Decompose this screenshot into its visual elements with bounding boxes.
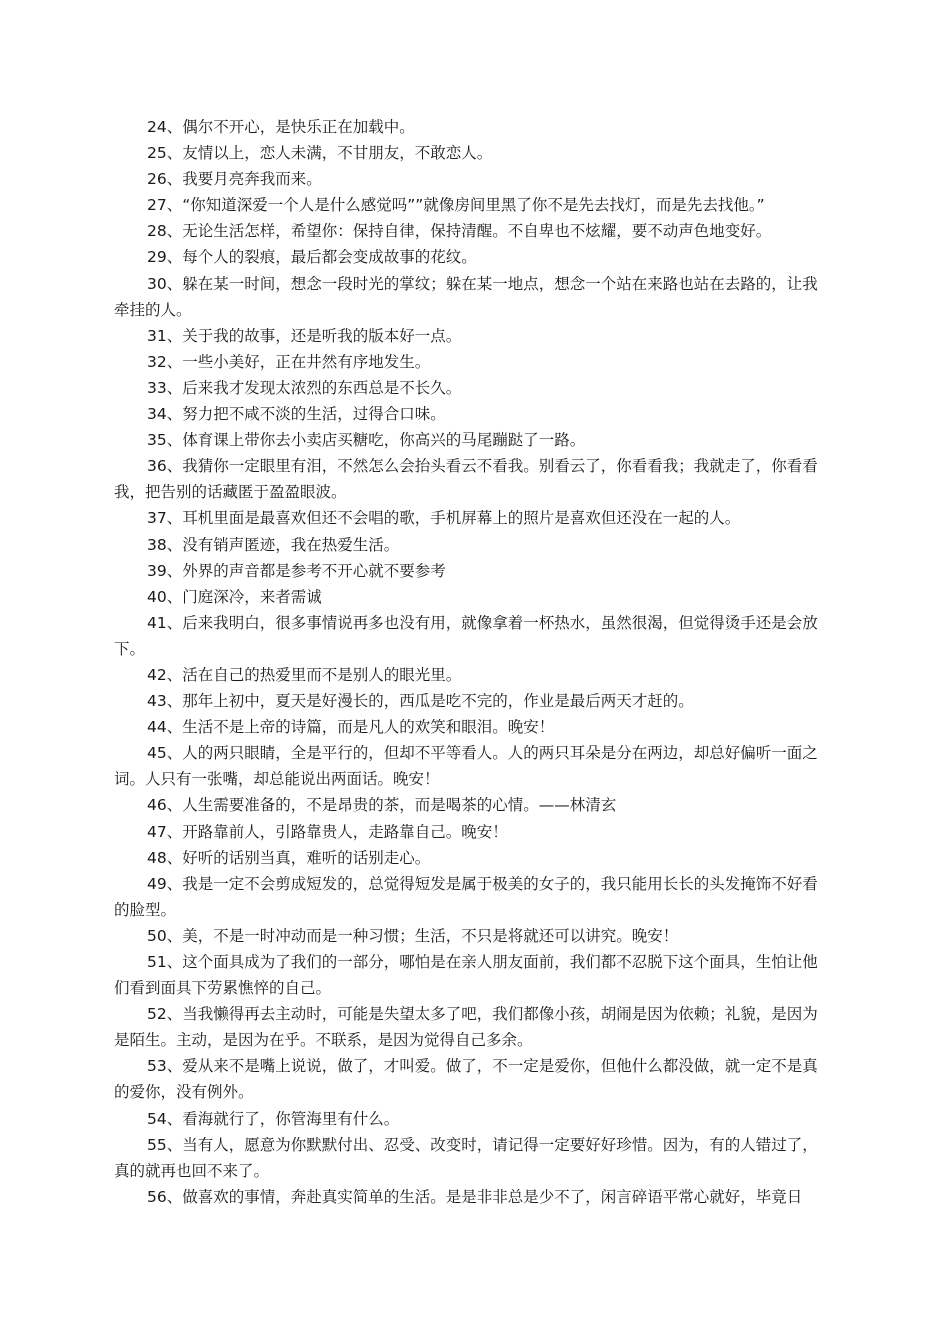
- paragraph-39: 39、外界的声音都是参考不开心就不要参考: [147, 561, 446, 580]
- paragraph-43: 43、那年上初中，夏天是好漫长的，西瓜是吃不完的，作业是最后两天才赶的。: [147, 692, 694, 711]
- paragraph-24: 24、偶尔不开心，是快乐正在加载中。: [147, 118, 415, 136]
- paragraph-49: 49、我是一定不会剪成短发的，总觉得短发是属于极美的女子的，我只能用长长的头发掩饰不好看的脸型。: [114, 874, 818, 919]
- paragraph-34: 34、努力把不咸不淡的生活，过得合口味。: [147, 405, 446, 424]
- paragraph-25: 25、友情以上，恋人未满，不甘朋友，不敢恋人。: [147, 144, 493, 163]
- paragraph-54: 54、看海就行了，你管海里有什么。: [147, 1109, 400, 1128]
- paragraph-45: 45、人的两只眼睛，全是平行的，但却不平等看人。人的两只耳朵是分在两边，却总好偏听一面之词。人只有一张嘴，却总能说出两面话。晚安！: [114, 744, 818, 789]
- paragraph-50: 50、美，不是一时冲动而是一种习惯；生活，不只是将就还可以讲究。晚安！: [147, 926, 679, 945]
- paragraph-41: 41、后来我明白，很多事情说再多也没有用，就像拿着一杯热水，虽然很渴，但觉得烫手还是会放下。: [114, 613, 818, 658]
- paragraph-26: 26、我要月亮奔我而来。: [147, 170, 322, 189]
- paragraph-42: 42、活在自己的热爱里而不是别人的眼光里。: [147, 665, 462, 684]
- paragraph-32: 32、一些小美好，正在井然有序地发生。: [147, 352, 431, 371]
- paragraph-35: 35、体育课上带你去小卖店买糖吃，你高兴的马尾蹦跶了一路。: [147, 431, 586, 450]
- paragraph-46: 46、人生需要准备的，不是昂贵的茶，而是喝茶的心情。——林清玄: [147, 796, 617, 815]
- paragraph-52: 52、当我懒得再去主动时，可能是失望太多了吧，我们都像小孩，胡闹是因为依赖；礼貌，是因为是陌生。主动，是因为在乎。不联系，是因为觉得自己多余。: [114, 1005, 818, 1050]
- paragraph-38: 38、没有销声匿迹，我在热爱生活。: [147, 535, 400, 554]
- paragraph-47: 47、开路靠前人，引路靠贵人，走路靠自己。晚安！: [147, 822, 508, 841]
- paragraph-33: 33、后来我才发现太浓烈的东西总是不长久。: [147, 378, 462, 397]
- paragraph-29: 29、每个人的裂痕，最后都会变成故事的花纹。: [147, 248, 477, 267]
- paragraph-51: 51、这个面具成为了我们的一部分，哪怕是在亲人朋友面前，我们都不忍脱下这个面具，生怕让他们看到面具下劳累憔悴的自己。: [114, 953, 818, 998]
- paragraph-28: 28、无论生活怎样，希望你：保持自律，保持清醒。不自卑也不炫耀，要不动声色地变好。: [147, 222, 772, 241]
- paragraph-31: 31、关于我的故事，还是听我的版本好一点。: [147, 326, 462, 345]
- document-body: [114, 114, 826, 1210]
- paragraph-48: 48、好听的话别当真，难听的话别走心。: [147, 848, 431, 867]
- paragraph-56: 56、做喜欢的事情，奔赴真实简单的生活。是是非非总是少不了，闲言碎语平常心就好，毕竟日: [147, 1187, 803, 1206]
- paragraph-53: 53、爱从来不是嘴上说说，做了，才叫爱。做了，不一定是爱你，但他什么都没做，就一定不是真的爱你，没有例外。: [114, 1057, 818, 1102]
- paragraph-30: 30、躲在某一时间，想念一段时光的掌纹；躲在某一地点，想念一个站在来路也站在去路的，让我牵挂的人。: [114, 274, 818, 319]
- paragraph-44: 44、生活不是上帝的诗篇，而是凡人的欢笑和眼泪。晚安！: [147, 718, 555, 737]
- paragraph-55: 55、当有人，愿意为你默默付出、忍受、改变时，请记得一定要好好珍惜。因为，有的人错过了，真的就再也回不来了。: [114, 1135, 818, 1180]
- paragraph-37: 37、耳机里面是最喜欢但还不会唱的歌，手机屏幕上的照片是喜欢但还没在一起的人。: [147, 509, 741, 528]
- paragraph-27: 27、“你知道深爱一个人是什么感觉吗””就像房间里黑了你不是先去找灯，而是先去找他。”: [147, 196, 765, 215]
- paragraph-36: 36、我猜你一定眼里有泪，不然怎么会抬头看云不看我。别看云了，你看看我；我就走了，你看看我，把告别的话藏匿于盈盈眼波。: [114, 457, 818, 502]
- paragraph-40: 40、门庭深冷，来者需诚: [147, 587, 322, 606]
